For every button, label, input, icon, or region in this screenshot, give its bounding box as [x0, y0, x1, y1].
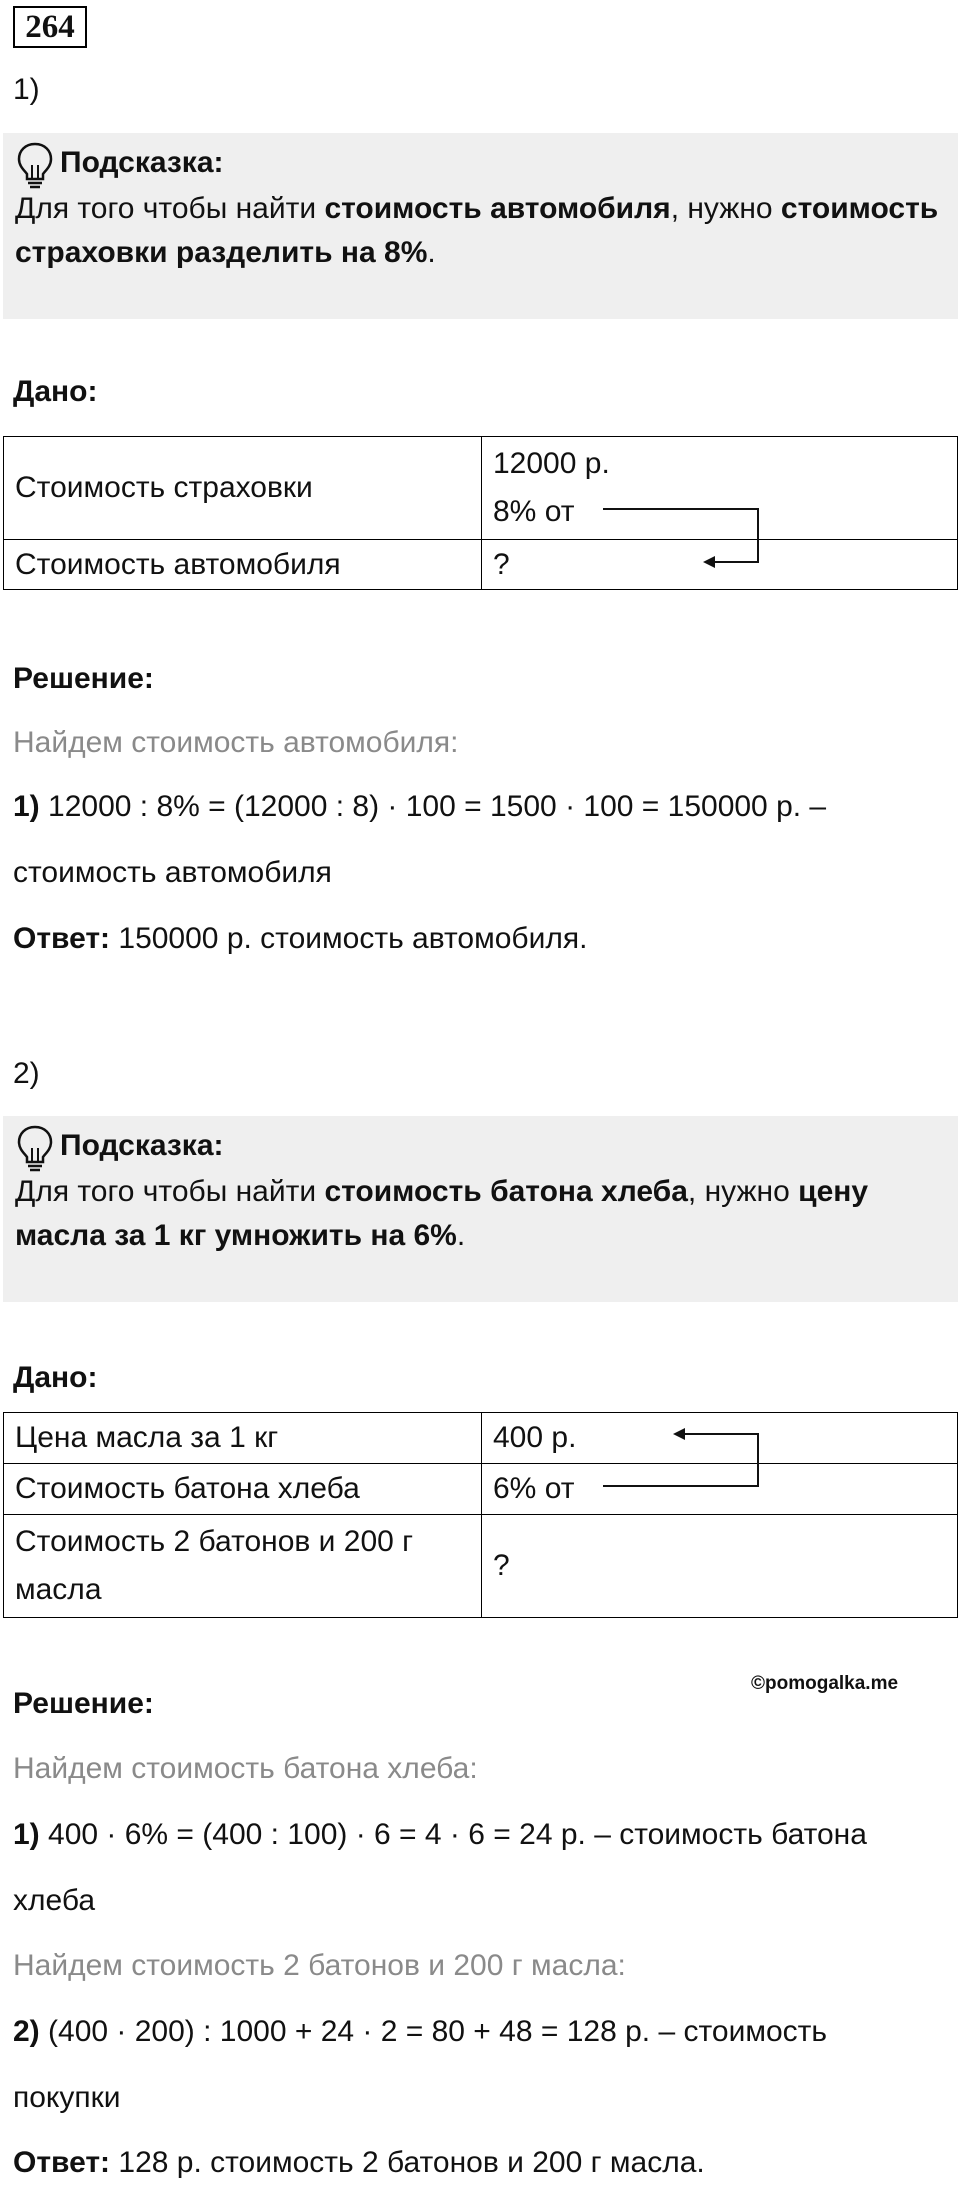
lightbulb-icon: [15, 1124, 55, 1172]
part2-given-title: Дано:: [13, 1361, 98, 1394]
part1-given-table: [3, 436, 958, 590]
part2-given-row3-label: Стоимость 2 батонов и 200 г масла: [4, 1515, 482, 1618]
arrow-left-icon: [600, 500, 770, 570]
part1-hint-text: Для того чтобы найти стоимость автомобиля, нужно стоимость страховки разделить на 8%.: [15, 192, 939, 269]
table-row: [4, 540, 958, 590]
table-row: [4, 437, 958, 540]
part1-label: 1): [13, 73, 40, 106]
part2-step1: 1) 400 · 6% = (400 : 100) · 6 = 4 · 6 = 24 р. – стоимость батона: [13, 1818, 867, 1851]
part2-solution-title: Решение:: [13, 1687, 154, 1720]
part2-step-intro-1: Найдем стоимость батона хлеба:: [13, 1752, 478, 1785]
part2-given-table: [3, 1412, 958, 1618]
part2-label: 2): [13, 1057, 40, 1090]
task-number: 264: [13, 6, 87, 48]
part2-step2: 2) (400 · 200) : 1000 + 24 · 2 = 80 + 48 = 128 р. – стоимость: [13, 2015, 828, 2048]
part1-step-intro: Найдем стоимость автомобиля:: [13, 726, 459, 759]
table-row: [4, 1413, 958, 1464]
part2-step-intro-2: Найдем стоимость 2 батонов и 200 г масла:: [13, 1949, 626, 1982]
part2-answer: Ответ: 128 р. стоимость 2 батонов и 200 г масла.: [13, 2146, 705, 2179]
part1-given-row2-value: ?: [482, 540, 958, 590]
arrow-left-icon: [600, 1425, 770, 1495]
part1-step1-cont: стоимость автомобиля: [13, 856, 332, 889]
table-row: [4, 1464, 958, 1515]
part1-given-row1-label: Стоимость страховки: [4, 437, 482, 540]
part1-given-row2-label: Стоимость автомобиля: [4, 540, 482, 590]
part1-solution-title: Решение:: [13, 662, 154, 695]
lightbulb-icon: [15, 141, 55, 189]
part2-given-row1-label: Цена масла за 1 кг: [4, 1413, 482, 1464]
part1-answer: Ответ: 150000 р. стоимость автомобиля.: [13, 922, 588, 955]
part1-given-title: Дано:: [13, 375, 98, 408]
part2-step1-cont: хлеба: [13, 1884, 96, 1917]
part2-given-row2-value: 6% от: [482, 1464, 958, 1515]
part1-given-row1-value: 12000 р. 8% от: [482, 437, 958, 540]
part2-given-row3-value: ?: [482, 1515, 958, 1618]
watermark: ©pomogalka.me: [751, 1673, 899, 1694]
part1-hint-title: Подсказка:: [60, 146, 224, 179]
part2-hint-box: [3, 1116, 958, 1302]
part2-given-row2-label: Стоимость батона хлеба: [4, 1464, 482, 1515]
part2-hint-title: Подсказка:: [60, 1129, 224, 1162]
part2-hint-text: Для того чтобы найти стоимость батона хлеба, нужно цену масла за 1 кг умножить на 6%.: [15, 1175, 869, 1252]
part1-step1: 1) 12000 : 8% = (12000 : 8) · 100 = 1500 · 100 = 150000 р. –: [13, 790, 827, 823]
part1-hint-box: [3, 133, 958, 319]
part2-given-row1-value: 400 р.: [482, 1413, 958, 1464]
table-row: [4, 1515, 958, 1618]
part2-step2-cont: покупки: [13, 2081, 121, 2114]
